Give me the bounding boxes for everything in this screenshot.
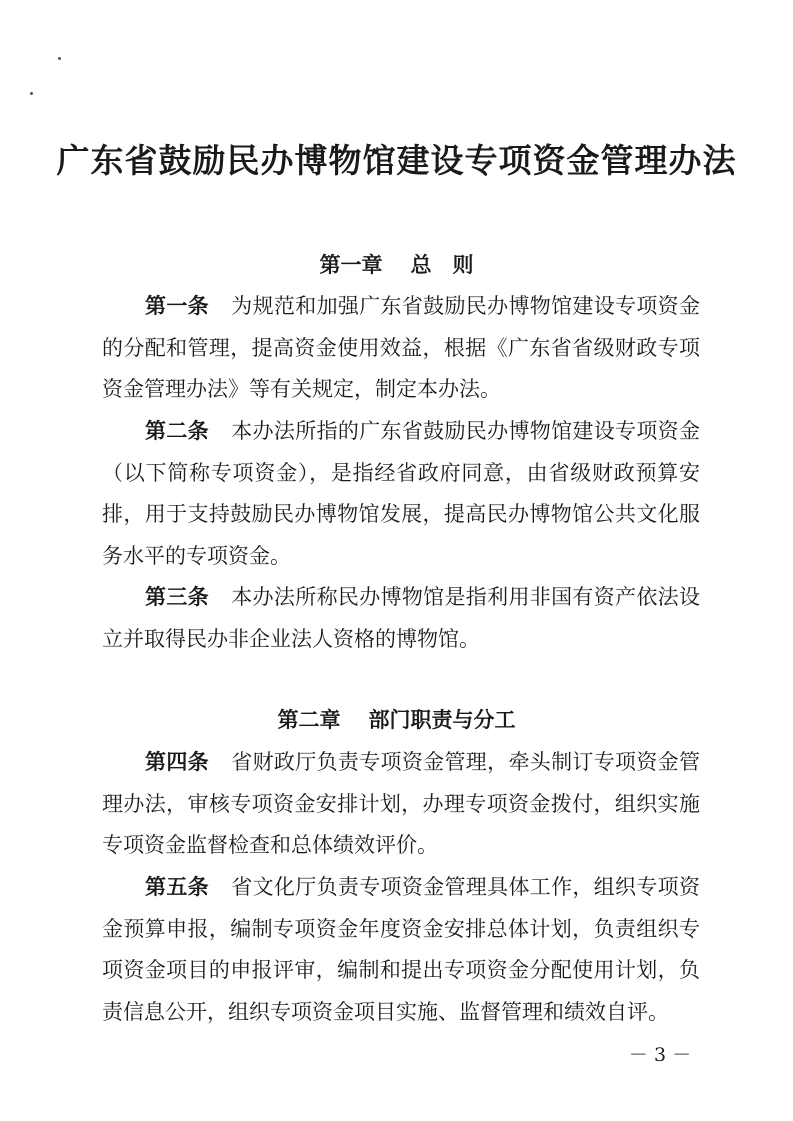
article-text: 省财政厅负责专项资金管理，牵头制订专项资金管理办法，审核专项资金安排计划，办理专项资金拨付，组织实施专项资金监督检查和总体绩效评价。 xyxy=(102,750,701,857)
article-paragraph xyxy=(102,741,700,867)
chapter-name: 部门职责与分工 xyxy=(368,707,516,732)
chapter-number: 第一章 xyxy=(319,252,383,277)
article-paragraph xyxy=(102,285,700,411)
chapter-heading-2 xyxy=(0,704,793,734)
article-paragraph xyxy=(102,410,700,577)
article-label: 第一条 xyxy=(145,293,209,318)
article-label: 第三条 xyxy=(145,584,209,609)
scan-speck xyxy=(30,92,33,95)
article-paragraph xyxy=(102,576,700,660)
article-text: 本办法所称民办博物馆是指利用非国有资产依法设立并取得民办非企业法人资格的博物馆。 xyxy=(102,585,701,651)
article-label: 第二条 xyxy=(145,418,209,443)
page-number: － 3 － xyxy=(628,1044,692,1066)
chapter-number: 第二章 xyxy=(277,707,341,732)
document-title: 广东省鼓励民办博物馆建设专项资金管理办法 xyxy=(56,141,737,180)
chapter-heading-1 xyxy=(0,249,793,279)
chapter-name: 总 则 xyxy=(410,252,474,277)
article-text: 本办法所指的广东省鼓励民办博物馆建设专项资金（以下简称专项资金），是指经省政府同意，由省级财政预算安排，用于支持鼓励民办博物馆发展，提高民办博物馆公共文化服务水平的专项资金。 xyxy=(102,419,701,568)
scan-speck xyxy=(58,57,61,60)
article-text: 省文化厅负责专项资金管理具体工作，组织专项资金预算申报，编制专项资金年度资金安排总体计划，负责组织专项资金项目的申报评审，编制和提出专项资金分配使用计划，负责信息公开，组织专项资金项目实施、监督管理和绩效自评。 xyxy=(102,875,701,1024)
article-text: 为规范和加强广东省鼓励民办博物馆建设专项资金的分配和管理，提高资金使用效益，根据《广东省省级财政专项资金管理办法》等有关规定，制定本办法。 xyxy=(102,294,701,401)
article-label: 第四条 xyxy=(145,749,209,774)
article-paragraph xyxy=(102,866,700,1033)
article-label: 第五条 xyxy=(145,874,209,899)
